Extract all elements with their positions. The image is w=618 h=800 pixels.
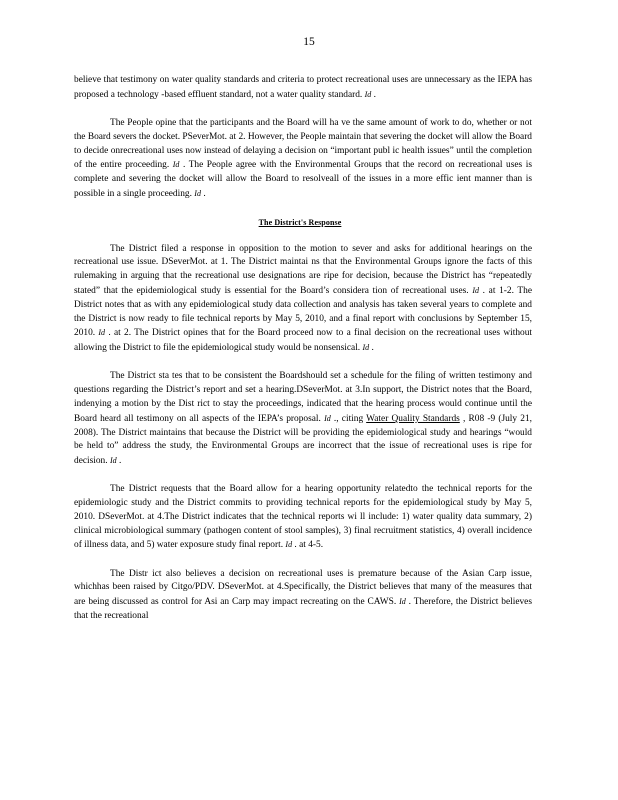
- section-heading: [74, 216, 532, 230]
- paragraph-district-response: [74, 243, 532, 356]
- paragraph-text: ., citing: [330, 413, 367, 424]
- citation-id: Id: [399, 597, 406, 607]
- paragraph-people-opine: [74, 117, 532, 202]
- paragraph-text: .: [200, 188, 206, 199]
- paragraph-text: The District requests that the Board allow for a hearing opportunity relatedto the technical reports for the epidemiologic study and the District commits to providing technical reports for the epidemiological study by May 5, 2010. DSeverMot. at 4.The District indicates that the technical reports wi ll include: 1) water quality data summary, 2) clinical microbiological summary (pathogen content of stool samples), 3) final recruitment statistics, 4) overall incidence of illness data, and 5) water exposure study final report.: [74, 484, 532, 551]
- paragraph-asian-carp: [74, 568, 532, 624]
- document-body: [74, 74, 532, 638]
- paragraph-text: believe that testimony on water quality standards and criteria to protect recreational uses are unnecessary as the IEPA has proposed a technology -based effluent standard, not a water quality standard.: [74, 75, 532, 100]
- paragraph-text: . at 2. The District opines that for the Board proceed now to a final decision on the recreational uses without allowing the District to file the epidemiological study would be nonsensical.: [74, 328, 532, 354]
- citation-id: Id: [472, 285, 479, 295]
- paragraph-text: . at 1-2. The District notes that as with any epidemiological study data collection and analysis has taken several years to complete and the District is now ready to file technical reports by May 5, 2010, and a final report with conclusions by September 15, 2010.: [74, 285, 532, 339]
- paragraph-text: The District sta tes that to be consistent the Boardshould set a schedule for the filing of written testimony and questions regarding the District’s report and set a hearing.DSeverMot. at 3.In support, the District notes that the Board, indenying a motion by the Dist rict to stay the proceedings, indicated that the hearing process would continue until the Board heard all testimony on all aspects of the IEPA’s proposal.: [74, 371, 532, 424]
- citation-id: Id: [194, 188, 201, 198]
- citation-id: Id: [324, 413, 331, 423]
- paragraph-text: , R08 -9 (July 21, 2008). The District maintains that because the District will be providing the epidemiological study and hearings “would be held to” address the study, the Environmental Groups are incorrect that the issue of recreational uses is ripe for decision.: [74, 413, 532, 467]
- paragraph-text: .: [116, 456, 122, 467]
- citation-id: Id: [362, 343, 370, 353]
- section-heading-text: The District's Response: [258, 218, 342, 228]
- citation-id: Id: [98, 328, 106, 338]
- citation-id: Id: [172, 160, 180, 170]
- paragraph-text: . The People agree with the Environmental Groups that the record on recreational uses is complete and severing the docket will allow the Board to resolveall of the issues in a more effic ient manner than is possible in a single proceeding.: [74, 160, 532, 199]
- paragraph-district-schedule: [74, 370, 532, 469]
- citation-id: Id: [364, 89, 372, 99]
- paragraph-water-quality-testimony: [74, 74, 532, 103]
- page-number: 15: [303, 36, 315, 48]
- citation-id: Id: [285, 540, 293, 550]
- paragraph-text: The People opine that the participants and the Board will ha ve the same amount of work to do, whether or not the Board severs the docket. PSeverMot. at 2. However, the People maintain that severing the docket will allow the Board to decide onrecreational uses now instead of delaying a decision on “important publ ic health issues” until the completion of the entire proceeding.: [74, 117, 532, 171]
- paragraph-text: The District filed a response in opposition to the motion to sever and asks for additional hearings on the recreational use issue. DSeverMot. at 1. The District maintai ns that the Environmental Groups ignore the facts of this rulemaking in arguing that the recreational use designations are ripe for decision, because the District has “repeatedly stated” that the epidemiological study is essential for the Board’s considera tion of recreational uses.: [74, 243, 532, 296]
- paragraph-text: . Therefore, the District believes that the recreational: [74, 597, 532, 622]
- paragraph-text: .: [371, 89, 376, 100]
- paragraph-district-requests: [74, 483, 532, 553]
- citation-id: Id: [109, 456, 117, 466]
- paragraph-text: . at 4-5.: [292, 540, 324, 551]
- case-name-citation: Water Quality Standards: [366, 413, 460, 424]
- paragraph-text: The Distr ict also believes a decision on recreational uses is premature because of the Asian Carp issue, whichhas been raised by Citgo/PDV. DSeverMot. at 4.Specifically, the District believes that many of the measures that are being discussed as control for Asi an Carp may impact recreating on the CAWS.: [74, 568, 532, 608]
- paragraph-text: .: [369, 343, 374, 354]
